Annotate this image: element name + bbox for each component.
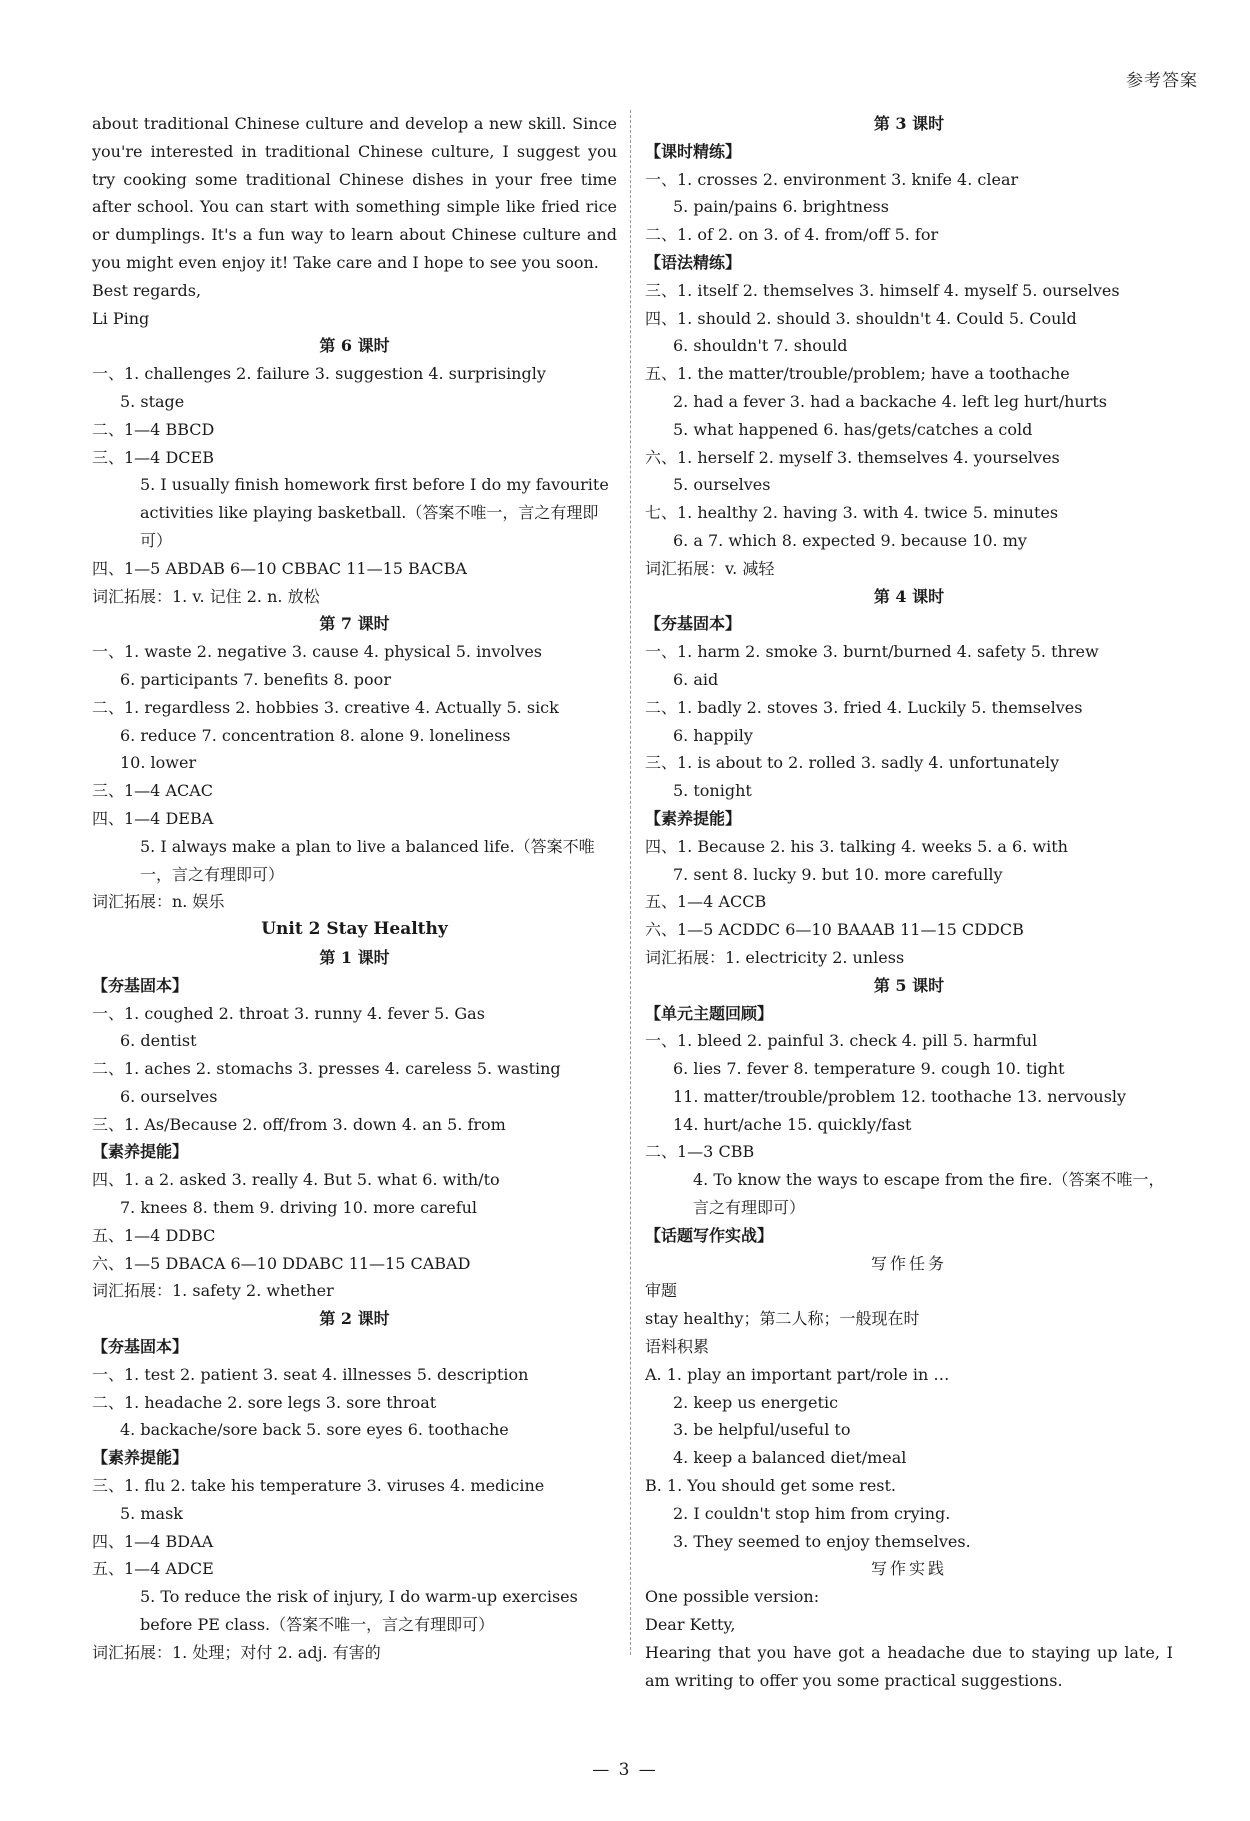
lesson-heading: 第 7 课时 <box>319 614 390 634</box>
section-heading: 【素养提能】 <box>92 1448 189 1468</box>
answer-line: 三、1. flu 2. take his temperature 3. viruses 4. medicine <box>92 1476 545 1496</box>
answer-line: 5. what happened 6. has/gets/catches a cold <box>673 419 1033 439</box>
answer-line: 二、1. badly 2. stoves 3. fried 4. Luckily 5. themselves <box>645 697 1083 717</box>
answer-line: 二、1—4 BBCD <box>92 419 215 439</box>
section-heading: 【夯基固本】 <box>92 1337 189 1357</box>
answer-line: 五、1—4 ADCE <box>92 1559 214 1579</box>
answer-line: 11. matter/trouble/problem 12. toothache 13. nervously <box>673 1086 1127 1106</box>
answer-line: 10. lower <box>120 753 197 773</box>
section-heading: 【课时精练】 <box>645 141 742 161</box>
right-column <box>645 110 1173 1761</box>
answer-line: 5. mask <box>120 1503 183 1523</box>
answer-line: 四、1. a 2. asked 3. really 4. But 5. what 6. with/to <box>92 1170 500 1190</box>
answer-sentence: 5. I usually finish homework first before I do my favourite activities like playing basketball.（答案不唯一，言之有理即可） <box>140 475 609 550</box>
unit-heading: Unit 2 Stay Healthy <box>261 919 448 940</box>
page-number: — 3 — <box>592 1760 658 1780</box>
answer-sentence: 5. To reduce the risk of injury, I do warm-up exercises before PE class.（答案不唯一，言之有理即可） <box>140 1587 578 1635</box>
answer-line: 词汇拓展：1. electricity 2. unless <box>645 947 905 967</box>
answer-line: 四、1—4 BDAA <box>92 1531 214 1551</box>
lesson-heading: 第 1 课时 <box>319 947 390 967</box>
essay-paragraph: about traditional Chinese culture and develop a new skill. Since you're interested in traditional Chinese culture, I suggest you try cooking some traditional Chinese dishes in your free time after school. You can start with something simple like fried rice or dumplings. It's a fun way to learn about Chinese culture and you might even enjoy it! Take care and I hope to see you soon. <box>92 114 617 272</box>
lesson-heading: 第 3 课时 <box>873 114 945 133</box>
section-heading: 【单元主题回顾】 <box>645 1003 774 1023</box>
answer-line: 二、1. aches 2. stomachs 3. presses 4. careless 5. wasting <box>92 1059 561 1079</box>
section-heading: 【话题写作实战】 <box>645 1225 774 1245</box>
answer-line: 2. I couldn't stop him from crying. <box>673 1503 951 1523</box>
answer-line: 四、1—5 ABDAB 6—10 CBBAC 11—15 BACBA <box>92 558 467 578</box>
answer-line: 7. sent 8. lucky 9. but 10. more carefully <box>673 864 1003 884</box>
answer-line: 6. reduce 7. concentration 8. alone 9. loneliness <box>120 725 511 745</box>
answer-line: 五、1—4 DDBC <box>92 1225 216 1245</box>
section-heading: 【夯基固本】 <box>92 975 189 995</box>
answer-sentence: 5. I always make a plan to live a balanced life.（答案不唯一，言之有理即可） <box>140 836 595 884</box>
writing-task-heading: 写作实践 <box>870 1559 947 1579</box>
answer-line: 二、1. regardless 2. hobbies 3. creative 4. Actually 5. sick <box>92 697 559 717</box>
answer-line: 6. lies 7. fever 8. temperature 9. cough 10. tight <box>673 1059 1065 1079</box>
answer-line: 一、1. test 2. patient 3. seat 4. illnesses 5. description <box>92 1364 529 1384</box>
answer-line: 一、1. bleed 2. painful 3. check 4. pill 5. harmful <box>645 1031 1038 1051</box>
answer-line: 5. pain/pains 6. brightness <box>673 197 889 217</box>
answer-line: 6. a 7. which 8. expected 9. because 10. my <box>673 530 1027 550</box>
answer-line: 词汇拓展：1. safety 2. whether <box>92 1281 334 1301</box>
section-heading: 【夯基固本】 <box>645 614 742 634</box>
answer-line: 二、1. of 2. on 3. of 4. from/off 5. for <box>645 225 939 245</box>
answer-line: 四、1. Because 2. his 3. talking 4. weeks 5. a 6. with <box>645 836 1068 856</box>
answer-line: 词汇拓展：n. 娱乐 <box>92 892 225 912</box>
answer-line: 4. keep a balanced diet/meal <box>673 1448 907 1468</box>
answer-line: 5. ourselves <box>673 475 771 495</box>
answer-line: 14. hurt/ache 15. quickly/fast <box>673 1114 912 1134</box>
answer-line: 三、1—4 DCEB <box>92 447 214 467</box>
answer-line: 6. dentist <box>120 1031 197 1051</box>
lesson-heading: 第 2 课时 <box>319 1309 390 1329</box>
answer-line: 词汇拓展：1. 处理；对付 2. adj. 有害的 <box>92 1642 381 1662</box>
answer-line: 一、1. crosses 2. environment 3. knife 4. clear <box>645 169 1019 189</box>
answer-line: 四、1. should 2. should 3. shouldn't 4. Could 5. Could <box>645 308 1077 328</box>
answer-line: 6. happily <box>673 725 753 745</box>
column-divider <box>630 110 631 1655</box>
answer-line: 一、1. waste 2. negative 3. cause 4. physical 5. involves <box>92 642 543 662</box>
answer-line: 2. keep us energetic <box>673 1392 839 1412</box>
answer-line: 三、1. As/Because 2. off/from 3. down 4. an 5. from <box>92 1114 506 1134</box>
answer-line: 7. knees 8. them 9. driving 10. more careful <box>120 1198 478 1218</box>
answer-line: stay healthy；第二人称；一般现在时 <box>645 1309 920 1329</box>
answer-line: 6. shouldn't 7. should <box>673 336 848 356</box>
answer-line: 一、1. coughed 2. throat 3. runny 4. fever 5. Gas <box>92 1003 485 1023</box>
answer-line: Best regards, <box>92 280 202 300</box>
essay-paragraph: Hearing that you have got a headache due to staying up late, I am writing to offer you some practical suggestions. <box>645 1642 1173 1690</box>
answer-line: Dear Ketty, <box>645 1615 736 1635</box>
answer-line: 词汇拓展：v. 减轻 <box>645 558 775 578</box>
answer-line: 三、1. itself 2. themselves 3. himself 4. myself 5. ourselves <box>645 280 1120 300</box>
answer-line: 2. had a fever 3. had a backache 4. left leg hurt/hurts <box>673 391 1107 411</box>
lesson-heading: 第 5 课时 <box>873 975 945 995</box>
section-heading: 【素养提能】 <box>92 1142 189 1162</box>
answer-line: A. 1. play an important part/role in … <box>645 1364 950 1384</box>
answer-line: 词汇拓展：1. v. 记住 2. n. 放松 <box>92 586 320 606</box>
answer-line: 六、1—5 DBACA 6—10 DDABC 11—15 CABAD <box>92 1253 471 1273</box>
section-heading: 【语法精练】 <box>645 252 742 272</box>
lesson-heading: 第 4 课时 <box>873 586 945 606</box>
answer-line: 三、1—4 ACAC <box>92 781 214 801</box>
answer-line: 二、1—3 CBB <box>645 1142 755 1162</box>
answer-line: One possible version: <box>645 1587 820 1607</box>
answer-line: 三、1. is about to 2. rolled 3. sadly 4. unfortunately <box>645 753 1060 773</box>
answer-line: 5. tonight <box>673 781 752 801</box>
answer-line: 二、1. headache 2. sore legs 3. sore throat <box>92 1392 437 1412</box>
answer-line: 5. stage <box>120 391 185 411</box>
answer-line: 3. They seemed to enjoy themselves. <box>673 1531 971 1551</box>
answer-line: B. 1. You should get some rest. <box>645 1476 897 1496</box>
answer-line: 6. aid <box>673 669 719 689</box>
answer-line: Li Ping <box>92 308 150 328</box>
writing-task-heading: 写作任务 <box>870 1253 947 1273</box>
page-header-title: 参考答案 <box>1126 71 1198 91</box>
answer-line: 6. ourselves <box>120 1086 218 1106</box>
answer-line: 4. backache/sore back 5. sore eyes 6. toothache <box>120 1420 509 1440</box>
answer-line: 五、1. the matter/trouble/problem; have a toothache <box>645 364 1070 384</box>
answer-sentence: 4. To know the ways to escape from the fire.（答案不唯一，言之有理即可） <box>693 1170 1165 1218</box>
answer-line: 四、1—4 DEBA <box>92 808 214 828</box>
answer-line: 6. participants 7. benefits 8. poor <box>120 669 391 689</box>
answer-line: 一、1. challenges 2. failure 3. suggestion 4. surprisingly <box>92 364 546 384</box>
answer-line: 一、1. harm 2. smoke 3. burnt/burned 4. safety 5. threw <box>645 642 1099 662</box>
left-column <box>92 110 617 1761</box>
section-heading: 【素养提能】 <box>645 808 742 828</box>
answer-line: 七、1. healthy 2. having 3. with 4. twice 5. minutes <box>645 503 1059 523</box>
answer-line: 审题 <box>645 1281 678 1301</box>
answer-line: 3. be helpful/useful to <box>673 1420 851 1440</box>
answer-line: 语料积累 <box>645 1337 710 1357</box>
answer-line: 五、1—4 ACCB <box>645 892 767 912</box>
lesson-heading: 第 6 课时 <box>319 336 390 356</box>
answer-line: 六、1. herself 2. myself 3. themselves 4. yourselves <box>645 447 1060 467</box>
answer-line: 六、1—5 ACDDC 6—10 BAAAB 11—15 CDDCB <box>645 920 1024 940</box>
